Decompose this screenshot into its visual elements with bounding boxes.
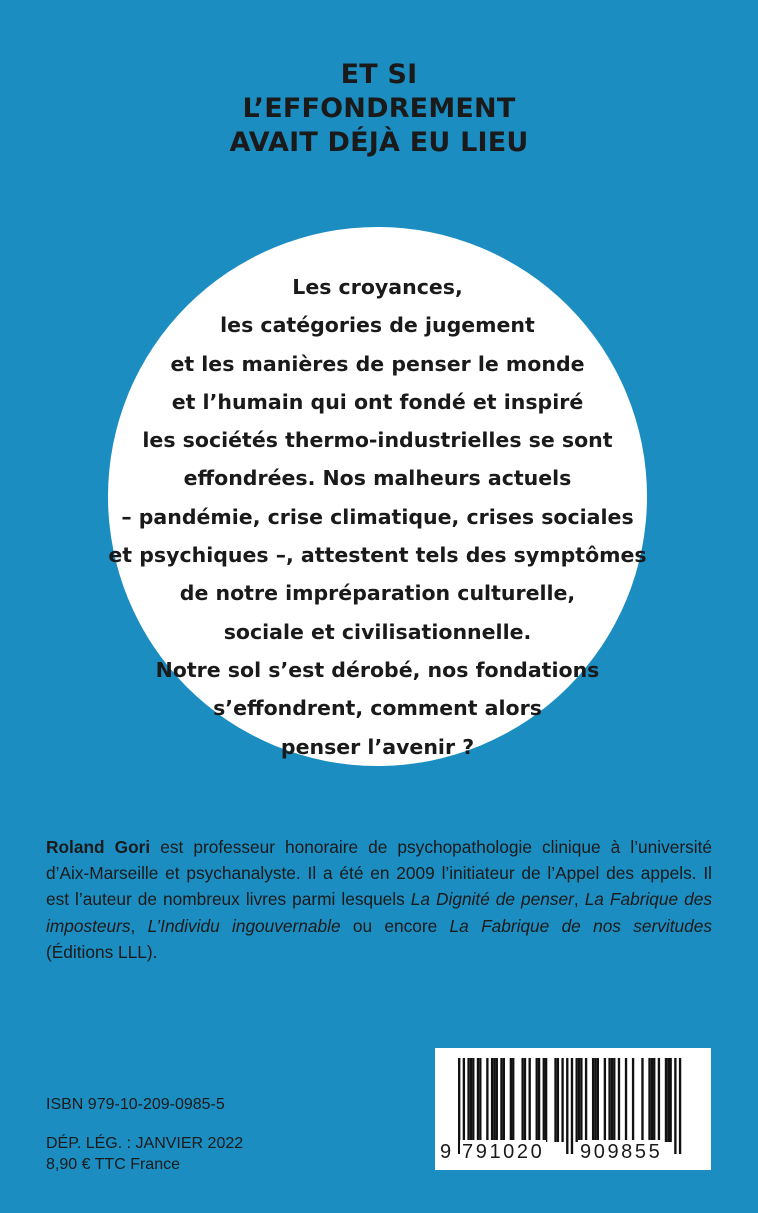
barcode-bar bbox=[512, 1058, 514, 1142]
barcode-bar bbox=[510, 1058, 512, 1142]
barcode-bar bbox=[529, 1058, 531, 1142]
blurb-line: sociale et civilisationnelle. bbox=[223, 619, 532, 644]
barcode-bar bbox=[670, 1058, 672, 1142]
barcode-bar bbox=[538, 1058, 540, 1142]
blurb-line: – pandémie, crise climatique, crises sociales bbox=[121, 504, 634, 529]
barcode-guard-bar bbox=[674, 1058, 676, 1154]
barcode-bar bbox=[467, 1058, 469, 1142]
barcode-bar bbox=[545, 1058, 547, 1142]
barcode-bar bbox=[500, 1058, 502, 1142]
bio-text: (Éditions LLL). bbox=[46, 941, 158, 962]
blurb-line: effondrées. Nos malheurs actuels bbox=[183, 466, 572, 491]
barcode-left-digits: 791020 bbox=[462, 1141, 545, 1163]
book-title bbox=[0, 58, 758, 160]
barcode-bar bbox=[608, 1058, 610, 1142]
author-name: Roland Gori bbox=[46, 837, 151, 857]
blurb-line: et l’humain qui ont fondé et inspiré bbox=[171, 389, 584, 414]
barcode-bar bbox=[521, 1058, 523, 1142]
author-bio bbox=[46, 834, 712, 965]
bio-separator: , bbox=[573, 889, 585, 910]
blurb-line: de notre impréparation culturelle, bbox=[179, 581, 576, 606]
barcode-bar bbox=[543, 1058, 545, 1142]
isbn-text: ISBN 979-10-209-0985-5 bbox=[46, 1096, 225, 1113]
barcode-bar bbox=[524, 1058, 526, 1142]
book-reference: La Dignité de penser bbox=[410, 889, 574, 910]
legal-deposit-text: DÉP. LÉG. : JANVIER 2022 bbox=[46, 1135, 244, 1152]
barcode bbox=[435, 1048, 711, 1170]
book-reference: La Fabrique des imposteurs bbox=[46, 889, 712, 936]
blurb-line: et les manières de penser le monde bbox=[170, 351, 585, 376]
title-line: ET SI bbox=[340, 59, 418, 90]
barcode-bar bbox=[496, 1058, 498, 1142]
barcode-bar bbox=[477, 1058, 479, 1142]
barcode-bar bbox=[493, 1058, 495, 1142]
barcode-guard-bar bbox=[571, 1058, 573, 1154]
barcode-bar bbox=[536, 1058, 538, 1142]
barcode-guard-bar bbox=[679, 1058, 681, 1154]
title-line: L’EFFONDREMENT bbox=[242, 93, 516, 124]
blurb-line: Les croyances, bbox=[292, 275, 463, 299]
book-reference: L’Individu ingouvernable bbox=[147, 915, 341, 936]
barcode-bar bbox=[576, 1058, 578, 1142]
barcode-bar bbox=[625, 1058, 627, 1142]
barcode-bar bbox=[641, 1058, 643, 1142]
barcode-bar bbox=[594, 1058, 596, 1142]
barcode-bar bbox=[557, 1058, 559, 1142]
barcode-bar bbox=[653, 1058, 655, 1142]
barcode-bar bbox=[503, 1058, 505, 1142]
barcode-bar bbox=[665, 1058, 667, 1142]
blurb-line: les catégories de jugement bbox=[220, 313, 535, 338]
blurb-text bbox=[108, 268, 647, 766]
blurb-line: penser l’avenir ? bbox=[280, 734, 475, 759]
blurb-line: Notre sol s’est dérobé, nos fondations bbox=[155, 657, 600, 682]
barcode-bar bbox=[592, 1058, 594, 1142]
barcode-bar bbox=[472, 1058, 474, 1142]
barcode-bar bbox=[611, 1058, 613, 1142]
bio-text: est professeur honoraire de psychopathologie clinique à l’université d’Aix-Marseille et psychanalyste. Il a été en 2009 l’initiateur de l’Appel des appels. Il est l’auteur de nombreux livres parmi lesquels bbox=[46, 837, 712, 910]
barcode-bar bbox=[470, 1058, 472, 1142]
title-line: AVAIT DÉJÀ EU LIEU bbox=[229, 127, 529, 158]
barcode-bar bbox=[658, 1058, 660, 1142]
barcode-bar bbox=[585, 1058, 587, 1142]
blurb-line: s’effondrent, comment alors bbox=[213, 696, 542, 721]
barcode-bar bbox=[604, 1058, 606, 1142]
barcode-bar bbox=[561, 1058, 563, 1142]
barcode-first-digit: 9 bbox=[440, 1141, 452, 1163]
blurb-line: et psychiques –, attestent tels des symptômes bbox=[108, 543, 647, 568]
barcode-bar bbox=[597, 1058, 599, 1142]
barcode-bar bbox=[618, 1058, 620, 1142]
barcode-right-digits: 909855 bbox=[580, 1141, 663, 1163]
book-reference: La Fabrique de nos servitudes bbox=[449, 915, 713, 936]
bio-separator: , bbox=[130, 915, 148, 936]
price-text: 8,90 € TTC France bbox=[46, 1156, 180, 1173]
barcode-bar bbox=[578, 1058, 580, 1142]
barcode-bar bbox=[613, 1058, 615, 1142]
barcode-bar bbox=[479, 1058, 481, 1142]
barcode-bar bbox=[554, 1058, 556, 1142]
blurb-line: les sociétés thermo-industrielles se sont bbox=[142, 428, 613, 453]
barcode-bar bbox=[580, 1058, 582, 1142]
barcode-bar bbox=[491, 1058, 493, 1142]
bio-text: ou encore bbox=[340, 915, 450, 936]
barcode-bar bbox=[486, 1058, 488, 1142]
barcode-bar bbox=[632, 1058, 634, 1142]
barcode-guard-bar bbox=[566, 1058, 568, 1154]
barcode-bar bbox=[667, 1058, 669, 1142]
barcode-bar bbox=[648, 1058, 650, 1142]
barcode-bar bbox=[651, 1058, 653, 1142]
